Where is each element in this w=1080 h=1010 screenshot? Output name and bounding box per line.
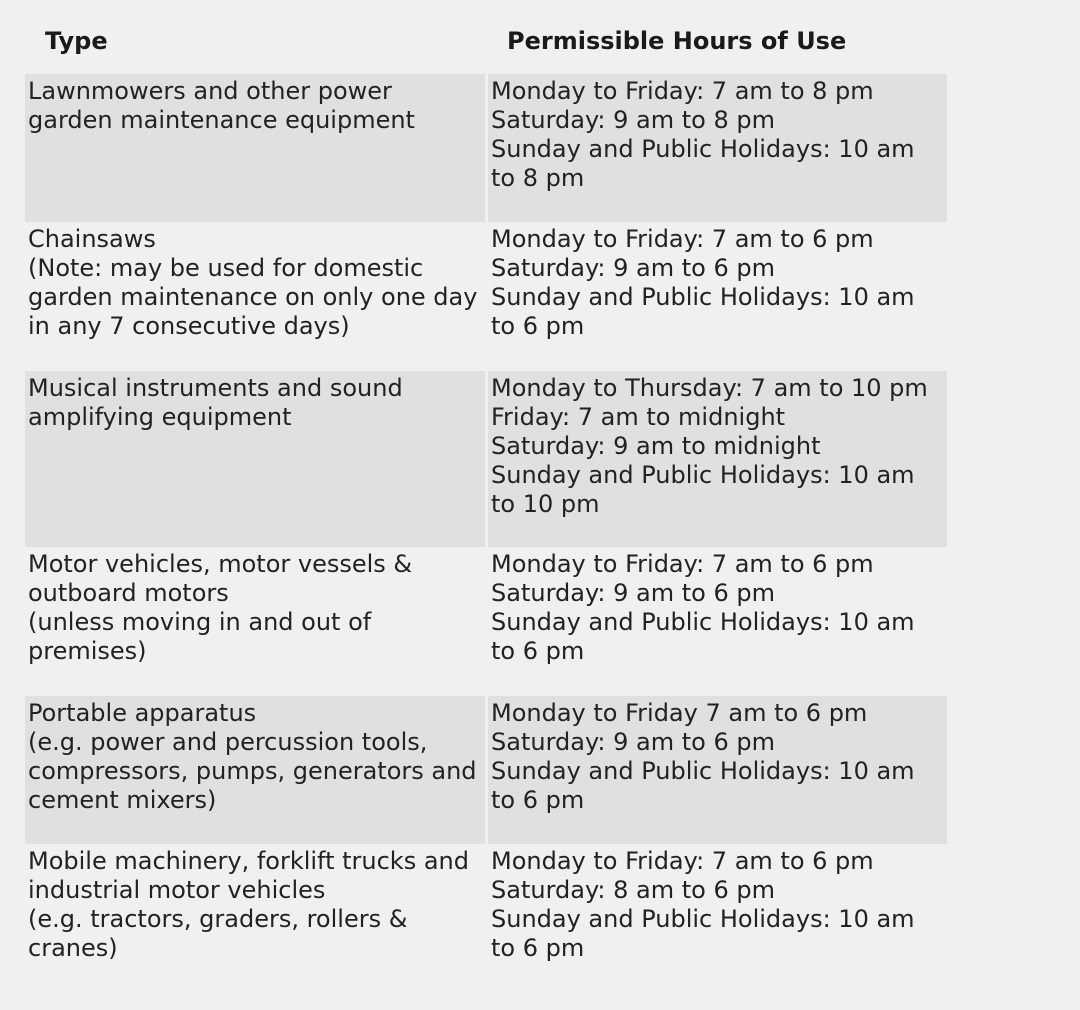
hours-line: Sunday and Public Holidays: 10 am (491, 608, 915, 636)
type-line: in any 7 consecutive days) (28, 312, 350, 340)
hours-cell (488, 371, 947, 547)
type-line: Lawnmowers and other power (28, 77, 392, 105)
type-cell (25, 547, 485, 695)
hours-line: Saturday: 9 am to 6 pm (491, 728, 775, 756)
type-line: Chainsaws (28, 225, 156, 253)
type-line: industrial motor vehicles (28, 876, 326, 904)
hours-line: Saturday: 9 am to 6 pm (491, 254, 775, 282)
type-line: outboard motors (28, 579, 229, 607)
type-line: premises) (28, 637, 147, 665)
type-line: (unless moving in and out of (28, 608, 372, 636)
hours-line: to 10 pm (491, 490, 600, 518)
table-row-motor-vehicles (25, 547, 947, 695)
type-line: amplifying equipment (28, 403, 292, 431)
hours-line: Sunday and Public Holidays: 10 am (491, 461, 915, 489)
hours-line: Saturday: 9 am to midnight (491, 432, 821, 460)
hours-line: to 6 pm (491, 786, 585, 814)
hours-line: Monday to Thursday: 7 am to 10 pm (491, 374, 928, 402)
type-line: Musical instruments and sound (28, 374, 403, 402)
type-line: Portable apparatus (28, 699, 257, 727)
table-row-mobile-machinery (25, 844, 947, 992)
hours-line: Monday to Friday: 7 am to 6 pm (491, 225, 874, 253)
hours-line: Saturday: 9 am to 6 pm (491, 579, 775, 607)
table-row-musical-instruments (25, 371, 947, 547)
hours-line: Monday to Friday 7 am to 6 pm (491, 699, 868, 727)
type-line: garden maintenance on only one day (28, 283, 478, 311)
hours-cell (488, 844, 947, 992)
hours-line: to 6 pm (491, 637, 585, 665)
hours-line: Saturday: 9 am to 8 pm (491, 106, 775, 134)
type-cell (25, 74, 485, 222)
hours-line: Sunday and Public Holidays: 10 am (491, 757, 915, 785)
type-line: Mobile machinery, forklift trucks and (28, 847, 469, 875)
table-row-portable-apparatus (25, 696, 947, 844)
hours-line: Sunday and Public Holidays: 10 am (491, 283, 915, 311)
table-row-lawnmowers (25, 74, 947, 222)
type-cell (25, 371, 485, 547)
type-line: (Note: may be used for domestic (28, 254, 424, 282)
hours-cell (488, 547, 947, 695)
type-line: garden maintenance equipment (28, 106, 415, 134)
hours-cell (488, 74, 947, 222)
hours-cell (488, 696, 947, 844)
type-line: Motor vehicles, motor vessels & (28, 550, 413, 578)
hours-line: Monday to Friday: 7 am to 6 pm (491, 550, 874, 578)
type-line: compressors, pumps, generators and (28, 757, 477, 785)
hours-line: Sunday and Public Holidays: 10 am (491, 135, 915, 163)
hours-line: Monday to Friday: 7 am to 8 pm (491, 77, 874, 105)
type-line: cranes) (28, 934, 118, 962)
hours-line: Monday to Friday: 7 am to 6 pm (491, 847, 874, 875)
column-header-hours: Permissible Hours of Use (507, 27, 847, 55)
type-cell (25, 844, 485, 992)
column-header-type: Type (45, 27, 108, 55)
type-line: cement mixers) (28, 786, 217, 814)
hours-line: to 6 pm (491, 934, 585, 962)
hours-line: to 8 pm (491, 164, 585, 192)
hours-line: Saturday: 8 am to 6 pm (491, 876, 775, 904)
hours-line: Friday: 7 am to midnight (491, 403, 786, 431)
type-cell (25, 222, 485, 370)
hours-cell (488, 222, 947, 370)
hours-line: Sunday and Public Holidays: 10 am (491, 905, 915, 933)
type-cell (25, 696, 485, 844)
type-line: (e.g. power and percussion tools, (28, 728, 428, 756)
table-row-chainsaws (25, 222, 947, 370)
hours-line: to 6 pm (491, 312, 585, 340)
type-line: (e.g. tractors, graders, rollers & (28, 905, 408, 933)
